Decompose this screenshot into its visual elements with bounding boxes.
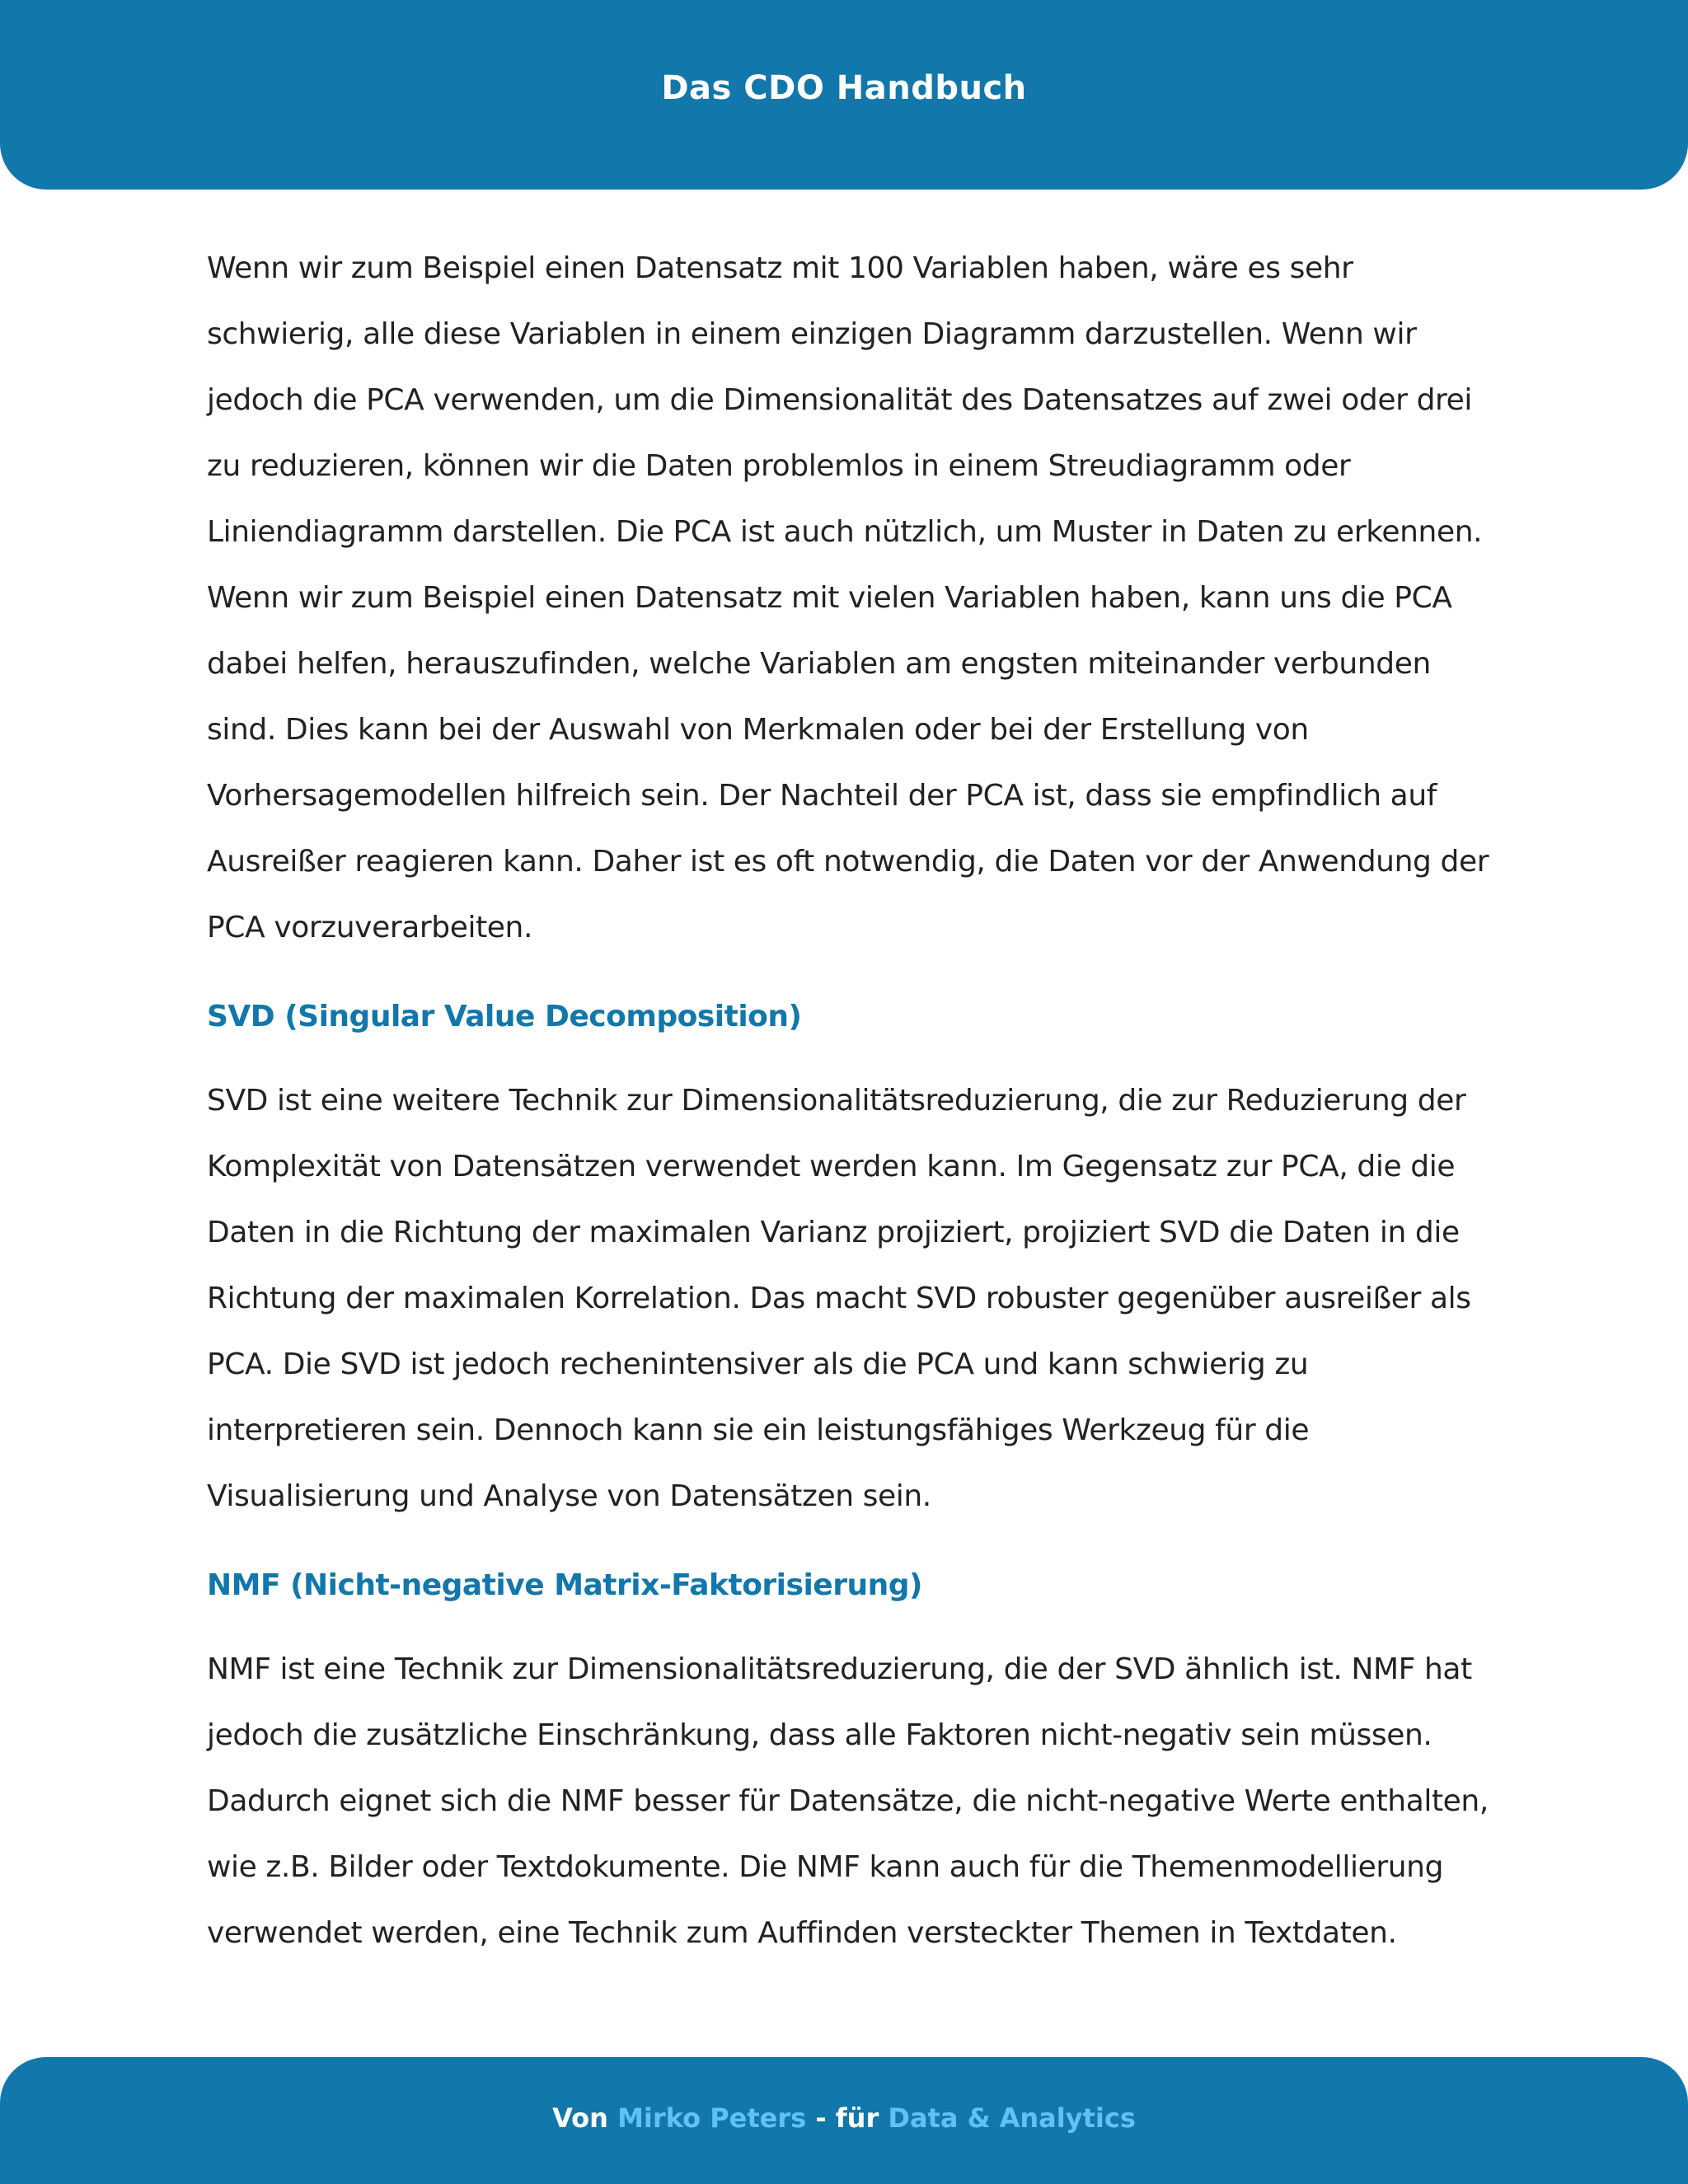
svd-paragraph: SVD ist eine weitere Technik zur Dimensionalitätsreduzierung, die zur Reduzierung der Komplexität von Datensätzen verwendet werden kann. Im Gegensatz zur PCA, die die Daten in die Richtung der maximalen Varianz projiziert, projiziert SVD die Daten in die Richtung der maximalen Korrelation. Das macht SVD robuster gegenüber ausreißer als PCA. Die SVD ist jedoch rechenintensiver als die PCA und kann schwierig zu interpretieren sein. Dennoch kann sie ein leistungsfähiges Werkzeug für die Visualisierung und Analyse von Datensätzen sein. [207,1084,1471,1513]
nmf-paragraph: NMF ist eine Technik zur Dimensionalitätsreduzierung, die der SVD ähnlich ist. NMF hat jedoch die zusätzliche Einschränkung, dass alle Faktoren nicht-negativ sein müssen. Dadurch eignet sich die NMF besser für Datensätze, die nicht-negative Werte enthalten, wie z.B. Bilder oder Textdokumente. Die NMF kann auch für die Themenmodellierung verwendet werden, eine Technik zum Auffinden versteckter Themen in Textdaten. [207,1652,1489,1950]
footer-prefix: Von [552,2102,618,2134]
document-body [207,236,1493,1966]
intro-paragraph: Wenn wir zum Beispiel einen Datensatz mit 100 Variablen haben, wäre es sehr schwierig, alle diese Variablen in einem einzigen Diagramm darzustellen. Wenn wir jedoch die PCA verwenden, um die Dimensionalität des Datensatzes auf zwei oder drei zu reduzieren, können wir die Daten problemlos in einem Streudiagramm oder Liniendiagramm darstellen. Die PCA ist auch nützlich, um Muster in Daten zu erkennen. Wenn wir zum Beispiel einen Datensatz mit vielen Variablen haben, kann uns die PCA dabei helfen, herauszufinden, welche Variablen am engsten miteinander verbunden sind. Dies kann bei der Auswahl von Merkmalen oder bei der Erstellung von Vorhersagemodellen hilfreich sein. Der Nachteil der PCA ist, dass sie empfindlich auf Ausreißer reagieren kann. Daher ist es oft notwendig, die Daten vor der Anwendung der PCA vorzuverarbeiten. [207,251,1489,944]
nmf-heading: NMF (Nicht-negative Matrix-Faktorisierung) [207,1568,922,1602]
footer-middle: - für [806,2102,889,2134]
page-title: Das CDO Handbuch [661,69,1027,107]
category-link[interactable]: Data & Analytics [888,2102,1136,2134]
footer-credit [0,2102,1688,2134]
author-link[interactable]: Mirko Peters [617,2102,807,2134]
svd-heading: SVD (Singular Value Decomposition) [207,1000,802,1033]
